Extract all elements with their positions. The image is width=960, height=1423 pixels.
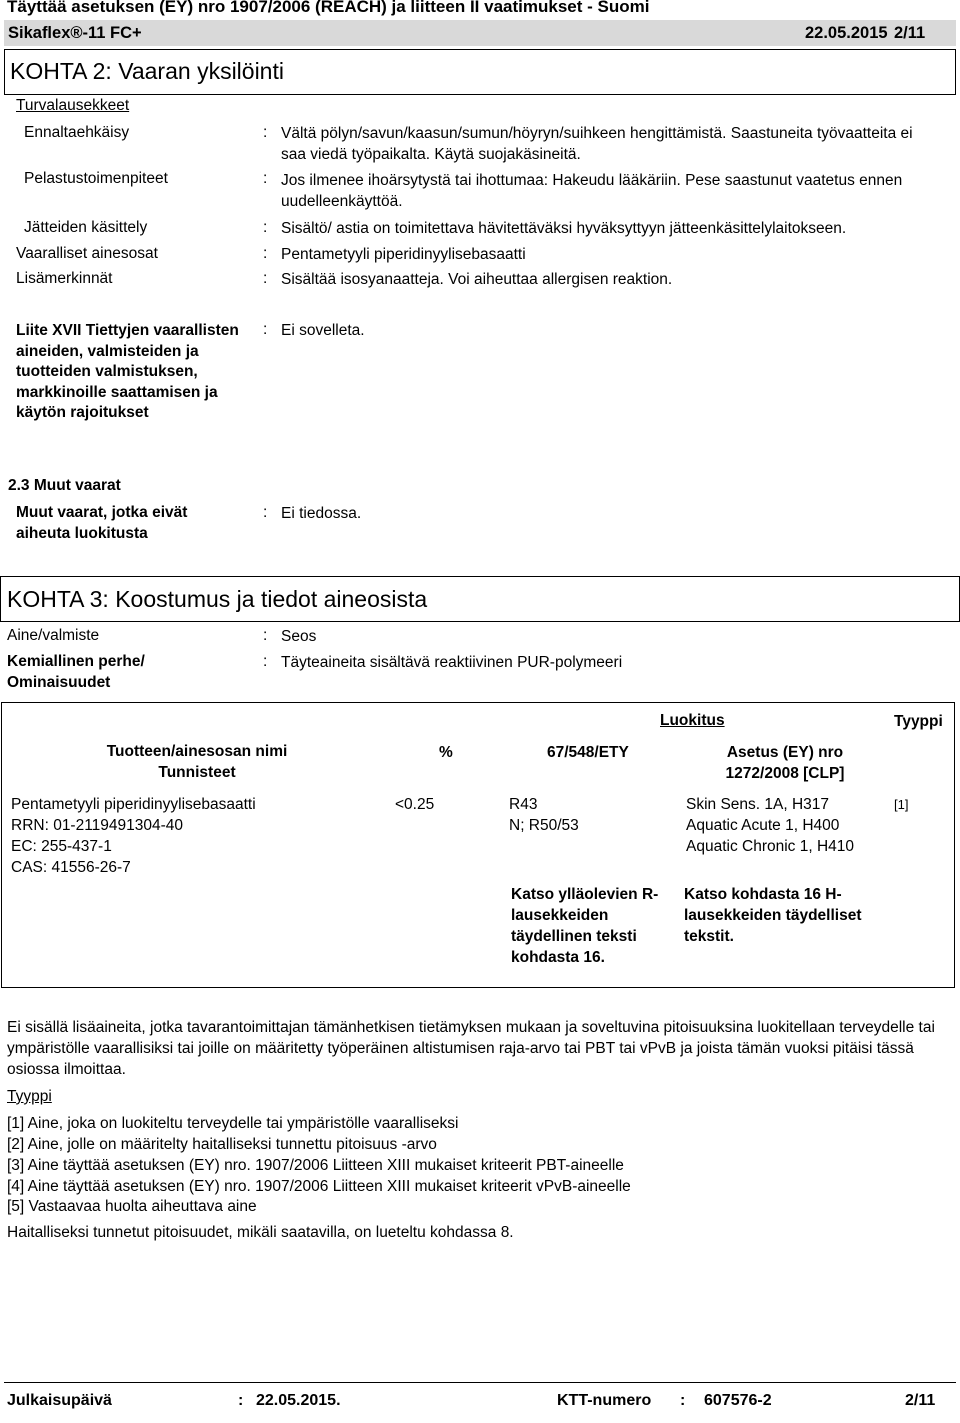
colon: : xyxy=(238,1392,244,1409)
directive-note: Katso ylläolevien R-lausekkeiden täydellinen teksti kohdasta 16. xyxy=(511,886,659,966)
disposal-value: Sisältö/ astia on toimitettava hävitettäväksi hyväksyttyyn jätteenkäsittelylaitokseen. xyxy=(281,220,847,237)
footer-date-label: Julkaisupäivä xyxy=(7,1392,112,1409)
supplemental-label: Lisämerkinnät xyxy=(16,270,113,287)
clp-class-1: Skin Sens. 1A, H317 xyxy=(686,796,830,813)
type-header: Tyyppi xyxy=(894,713,943,730)
substance-label: Aine/valmiste xyxy=(7,627,100,644)
component-name: Pentametyyli piperidinyylisebasaatti xyxy=(11,796,256,813)
directive-class-1: R43 xyxy=(509,796,538,813)
directive-class-2: N; R50/53 xyxy=(509,817,579,834)
annex17-label: Liite XVII Tiettyjen vaarallisten aineiden, valmisteiden ja tuotteiden valmistuksen, markkinoille saattamisen ja käytön rajoitukset xyxy=(16,322,239,421)
document-title: Täyttää asetuksen (EY) nro 1907/2006 (REACH) ja liitteen II vaatimukset - Suomi xyxy=(7,0,650,16)
other-hazards-heading: 2.3 Muut vaarat xyxy=(8,477,121,494)
percent-header: % xyxy=(439,744,453,761)
substance-value: Seos xyxy=(281,628,317,645)
classification-header: Luokitus xyxy=(660,712,725,729)
section2-title: KOHTA 2: Vaaran yksilöinti xyxy=(10,58,284,84)
component-type: [1] xyxy=(894,797,909,812)
colon: : xyxy=(263,627,268,644)
footer-ktt-label: KTT-numero xyxy=(557,1392,652,1409)
colon: : xyxy=(263,270,268,287)
hazardous-components-label: Vaaralliset ainesosat xyxy=(16,245,158,262)
directive-header: 67/548/ETY xyxy=(547,744,629,761)
type-legend-title: Tyyppi xyxy=(7,1088,52,1105)
clp-header: Asetus (EY) nro 1272/2008 [CLP] xyxy=(725,744,845,782)
type-legend-item-2: [2] Aine, jolle on määritelty haitalliseksi tunnettu pitoisuus -arvo xyxy=(7,1136,437,1153)
colon: : xyxy=(263,245,268,262)
component-percent: <0.25 xyxy=(395,796,435,813)
disposal-label: Jätteiden käsittely xyxy=(24,219,148,236)
header-date: 22.05.2015 xyxy=(805,24,888,42)
footer-ktt-value: 607576-2 xyxy=(704,1392,772,1409)
component-cas: CAS: 41556-26-7 xyxy=(11,859,131,876)
colon: : xyxy=(263,124,268,141)
footer-divider xyxy=(4,1382,956,1383)
other-hazards-value: Ei tiedossa. xyxy=(281,505,362,522)
colon: : xyxy=(263,170,268,187)
supplemental-value: Sisältää isosyanaatteja. Voi aiheuttaa allergisen reaktion. xyxy=(281,271,673,288)
colon: : xyxy=(263,219,268,236)
colon: : xyxy=(263,653,268,670)
hazardous-components-value: Pentametyyli piperidinyylisebasaatti xyxy=(281,246,526,263)
annex17-value: Ei sovelleta. xyxy=(281,322,365,339)
type-legend-item-5: [5] Vastaavaa huolta aiheuttava aine xyxy=(7,1198,257,1215)
footer-page: 2/11 xyxy=(905,1392,936,1409)
component-ec: EC: 255-437-1 xyxy=(11,838,112,855)
composition-paragraph: Ei sisällä lisäaineita, jotka tavarantoimittajan tämänhetkisen tietämyksen mukaan ja soveltuvina pitoisuuksina luokitellaan terveydelle tai ympäristölle vaarallisiksi tai joille on määritetty työperäinen altistumisen raja-arvo tai PBT tai vPvB ja joista tämän vuoksi pitäisi tässä osiossa ilmoittaa. xyxy=(7,1019,935,1078)
concentration-note: Haitalliseksi tunnetut pitoisuudet, mikäli saatavilla, on lueteltu kohdassa 8. xyxy=(7,1224,514,1241)
response-label: Pelastustoimenpiteet xyxy=(24,170,168,187)
section3-title: KOHTA 3: Koostumus ja tiedot aineosista xyxy=(7,586,428,612)
precautionary-heading: Turvalausekkeet xyxy=(16,97,130,114)
clp-class-3: Aquatic Chronic 1, H410 xyxy=(686,838,855,855)
header-page: 2/11 xyxy=(894,24,926,42)
other-hazards-label: Muut vaarat, jotka eivät aiheuta luokitusta xyxy=(16,504,188,542)
type-legend-item-3: [3] Aine täyttää asetuksen (EY) nro. 1907/2006 Liitteen XIII mukaiset kriteerit PBT-aineelle xyxy=(7,1157,624,1174)
composition-table xyxy=(1,702,955,988)
colon: : xyxy=(263,321,268,338)
name-header: Tuotteen/ainesosan nimi Tunnisteet xyxy=(106,743,288,781)
type-legend-item-4: [4] Aine täyttää asetuksen (EY) nro. 1907/2006 Liitteen XIII mukaiset kriteerit vPvB-aineelle xyxy=(7,1178,631,1195)
prevention-label: Ennaltaehkäisy xyxy=(24,124,130,141)
type-legend-item-1: [1] Aine, joka on luokiteltu terveydelle tai ympäristölle vaaralliseksi xyxy=(7,1115,459,1132)
response-value: Jos ilmenee ihoärsytystä tai ihottumaa: Hakeudu lääkäriin. Pese saastunut vaatetus ennen uudelleenkäyttöä. xyxy=(281,172,903,210)
colon: : xyxy=(680,1392,686,1409)
clp-class-2: Aquatic Acute 1, H400 xyxy=(686,817,840,834)
chemical-family-label: Kemiallinen perhe/ Ominaisuudet xyxy=(7,653,145,691)
chemical-family-value: Täyteaineita sisältävä reaktiivinen PUR-polymeeri xyxy=(281,654,623,671)
footer-date-value: 22.05.2015. xyxy=(256,1392,341,1409)
component-rrn: RRN: 01-2119491304-40 xyxy=(11,817,184,834)
product-name: Sikaflex®-11 FC+ xyxy=(8,24,142,42)
clp-note: Katso kohdasta 16 H-lausekkeiden täydelliset tekstit. xyxy=(684,886,862,945)
prevention-value: Vältä pölyn/savun/kaasun/sumun/höyryn/suihkeen hengittämistä. Saastuneita työvaatteita ei saa viedä työpaikalta. Käytä suojakäsineitä. xyxy=(281,125,913,163)
colon: : xyxy=(263,504,268,521)
